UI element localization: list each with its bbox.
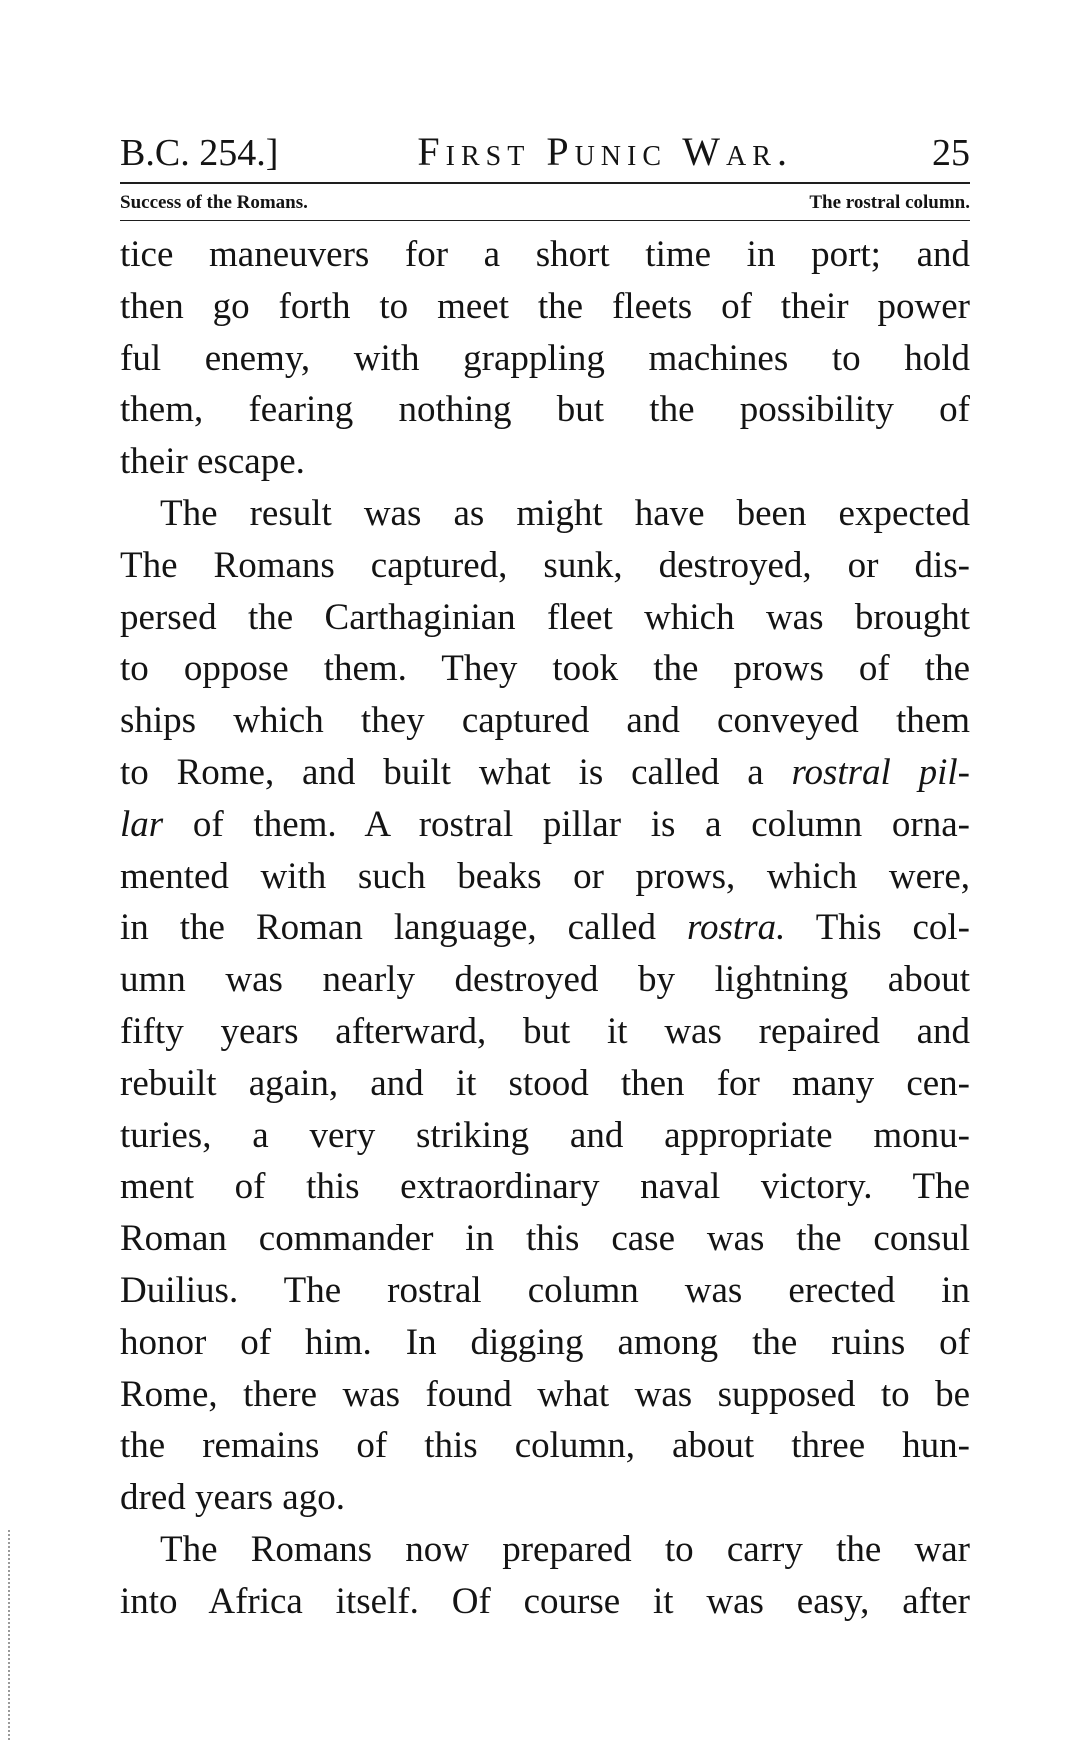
line-text: The result was as might have been expected xyxy=(160,492,970,534)
chapter-title: First Punic War. xyxy=(417,129,793,174)
text-line xyxy=(120,1420,970,1472)
text-line xyxy=(120,1213,970,1265)
text-line xyxy=(120,1317,970,1369)
subhead-rule xyxy=(120,220,970,221)
scan-margin-marks xyxy=(8,1530,12,1740)
text-line xyxy=(120,747,970,799)
line-text: mented with such beaks or prows, which were, xyxy=(120,855,970,897)
line-text: them, fearing nothing but the possibility of xyxy=(120,389,970,431)
line-text: to oppose them. They took the prows of the xyxy=(120,648,970,690)
text-line xyxy=(120,799,970,851)
line-text: ful enemy, with grappling machines to hold xyxy=(120,337,970,379)
date-reference: B.C. 254.] xyxy=(120,132,279,174)
line-text: The Romans captured, sunk, destroyed, or dis- xyxy=(120,544,970,586)
subhead-right: The rostral column. xyxy=(809,192,970,213)
line-text: into Africa itself. Of course it was easy, after xyxy=(120,1580,970,1622)
text-line xyxy=(120,333,970,385)
text-line xyxy=(120,1110,970,1162)
book-page xyxy=(120,128,970,1628)
text-line xyxy=(120,851,970,903)
text-line xyxy=(120,436,970,488)
marginal-subheads xyxy=(120,184,970,216)
line-text: tice maneuvers for a short time in port; and xyxy=(120,234,970,275)
line-text: in the Roman language, called xyxy=(120,907,687,949)
text-line xyxy=(120,592,970,644)
subhead-left: Success of the Romans. xyxy=(120,192,308,213)
line-text: to Rome, and built what is called a xyxy=(120,751,792,793)
text-line xyxy=(120,384,970,436)
line-text: honor of him. In digging among the ruins of xyxy=(120,1321,970,1363)
italic-term: lar xyxy=(120,803,164,845)
text-line xyxy=(120,902,970,954)
text-line xyxy=(120,954,970,1006)
italic-term: rostra. xyxy=(687,907,786,949)
text-line xyxy=(120,1524,970,1576)
text-line xyxy=(120,1161,970,1213)
line-text: Duilius. The rostral column was erected in xyxy=(120,1269,970,1311)
body-text xyxy=(120,229,970,1628)
line-text: umn was nearly destroyed by lightning about xyxy=(120,959,970,1001)
text-line xyxy=(120,540,970,592)
line-text: fifty years afterward, but it was repaired and xyxy=(120,1010,970,1052)
line-text: rebuilt again, and it stood then for many cen- xyxy=(120,1062,970,1104)
line-text: Rome, there was found what was supposed to be xyxy=(120,1373,970,1415)
text-line xyxy=(120,1058,970,1110)
text-line xyxy=(120,488,970,540)
text-line xyxy=(120,1369,970,1421)
running-head xyxy=(120,128,970,178)
line-text: The Romans now prepared to carry the war xyxy=(160,1528,970,1570)
line-text: dred years ago. xyxy=(120,1477,345,1519)
line-text: Roman commander in this case was the consul xyxy=(120,1218,970,1260)
page-number: 25 xyxy=(932,132,970,174)
text-line xyxy=(120,1472,970,1524)
text-line xyxy=(120,229,970,281)
italic-term: rostral pil- xyxy=(791,751,971,793)
line-text: the remains of this column, about three hun- xyxy=(120,1425,970,1467)
line-text: of them. A rostral pillar is a column orna- xyxy=(163,803,970,845)
line-text: This col- xyxy=(785,907,970,949)
text-line xyxy=(120,695,970,747)
line-text: turies, a very striking and appropriate monu- xyxy=(120,1114,970,1156)
text-line xyxy=(120,1265,970,1317)
text-line xyxy=(120,1576,970,1628)
line-text: then go forth to meet the fleets of their power xyxy=(120,285,970,327)
text-line xyxy=(120,643,970,695)
line-text: ships which they captured and conveyed them xyxy=(120,700,970,742)
line-text: ment of this extraordinary naval victory. The xyxy=(120,1166,970,1208)
text-line xyxy=(120,1006,970,1058)
line-text: their escape. xyxy=(120,441,305,483)
text-line xyxy=(120,281,970,333)
line-text: persed the Carthaginian fleet which was brought xyxy=(120,596,970,638)
